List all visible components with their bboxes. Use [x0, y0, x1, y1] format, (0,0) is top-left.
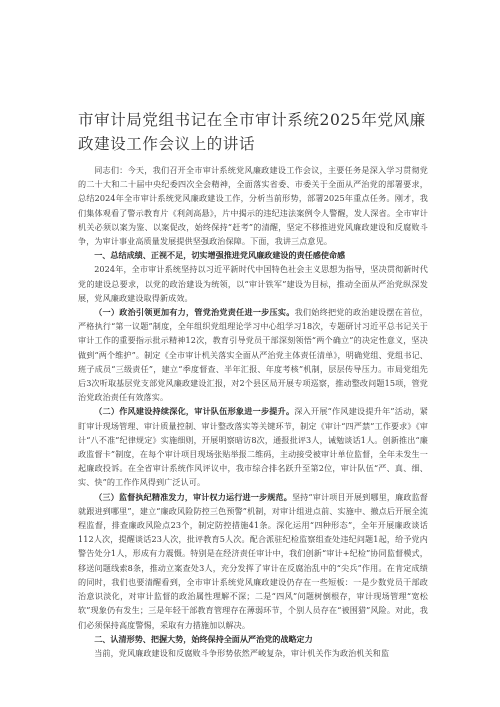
document-body	[78, 163, 428, 660]
subsection-text: 我们始终把党的政治建设摆在首位，严格执行“第一议题”制度，全年组织党组理论学习中心组学习18次，专题研讨习近平总书记关于审计工作的重要指示批示精神12次，教育引导党员干部深刻领悟“两个确立”的决定性意义，坚决做到“两个维护”。制定《全市审计机关落实全面从严治党主体责任清单》，明确党组、党组书记、班子成员“三级责任”，建立“季度督查、半年汇报、年度考核”机制，层层传导压力。市局党组先后3次听取基层党支部党风廉政建设汇报，对2个县区局开展专项巡察，推动整改问题15项，管党治党政治责任有效落实。	[78, 307, 428, 403]
subsection-paragraph-2	[78, 404, 428, 489]
subsection-paragraph-1	[78, 305, 428, 404]
section-heading-2: 二、认清形势、把握大势，始终保持全面从严治党的战略定力	[94, 633, 313, 644]
document-title: 市审计局党组书记在全市审计系统2025年党风廉政建设工作会议上的讲话	[78, 111, 426, 153]
subsection-heading: （一）政治引领更加有力，管党治党责任进一步压实。	[94, 307, 295, 318]
subsection-heading: （二）作风建设持续深化，审计队伍形象进一步提升。	[94, 406, 295, 417]
opening-paragraph: 同志们：今天，我们召开全市审计系统党风廉政建设工作会议，主要任务是深入学习贯彻党的二十大和二十届中央纪委四次全会精神，全面落实省委、市委关于全面从严治党的部署要求，总结2024年全市审计系统党风廉政建设工作，分析当前形势，部署2025年重点任务。刚才，我们集体观看了警示教育片《利剑高悬》，片中揭示的违纪违法案例令人警醒，发人深省。全市审计机关必须以案为鉴、以案促改，始终保持“赶考”的清醒，坚定不移推进党风廉政建设和反腐败斗争，为审计事业高质量发展提供坚强政治保障。下面，我讲三点意见。	[78, 165, 428, 247]
section-heading-1: 一、总结成绩、正视不足，切实增强推进党风廉政建设的责任感使命感	[94, 250, 346, 261]
subsection-text: 坚持“审计项目开展到哪里，廉政监督就跟进到哪里”，建立“廉政风险防控三色预警”机制，对审计组进点前、实施中、撤点后开展全流程监督，排查廉政风险点23个，制定防控措施41条。深化运用“四种形态”，全年开展廉政谈话112人次，提醒谈话23人次，批评教育5人次。配合派驻纪检监察组查处违纪问题1起，给予党内警告处分1人，形成有力震慑。特别是在经济责任审计中，我们创新“审计+纪检”协同监督模式，移送问题线索8条，推动立案查处3人，充分发挥了审计在反腐治乱中的“尖兵”作用。在肯定成绩的同时，我们也要清醒看到，全市审计系统党风廉政建设仍存在一些短板：一是少数党员干部政治意识淡化，对审计监督的政治属性理解不深；二是“四风”问题树倒根存，审计现场管理“宽松软”现象仍有发生；三是年轻干部教育管理存在薄弱环节，个别人员存在“被围猎”风险。对此，我们必须保持高度警惕，采取有力措施加以解决。	[78, 491, 429, 630]
body-paragraph: 当前，党风廉政建设和反腐败斗争形势依然严峻复杂，审计机关作为政治机关和监	[94, 647, 390, 658]
subsection-paragraph-3	[78, 490, 428, 632]
subsection-text: 深入开展“作风建设提升年”活动，紧盯审计现场管理、审计质量控制、审计整改落实等关键环节，制定《审计“四严禁”工作要求》《审计“八不准”纪律规定》实施细则，开展明察暗访8次，通报批评3人，诫勉谈话1人。创新推出“廉政监督卡”制度，在每个审计项目现场张贴举报二维码，主动接受被审计单位监督，全年未发生一起廉政投诉。在全省审计系统作风评议中，我市综合排名跃升至第2位，审计队伍“严、真、细、实、快”的工作作风得到广泛认可。	[78, 406, 429, 488]
body-paragraph: 2024年，全市审计系统坚持以习近平新时代中国特色社会主义思想为指导，坚决贯彻新时代党的建设总要求，以党的政治建设为统领，以“审计铁军”建设为目标，推动全面从严治党纵深发展，党风廉政建设取得新成效。	[78, 264, 428, 303]
subsection-heading: （三）监督执纪精准发力，审计权力运行进一步规范。	[94, 491, 292, 502]
